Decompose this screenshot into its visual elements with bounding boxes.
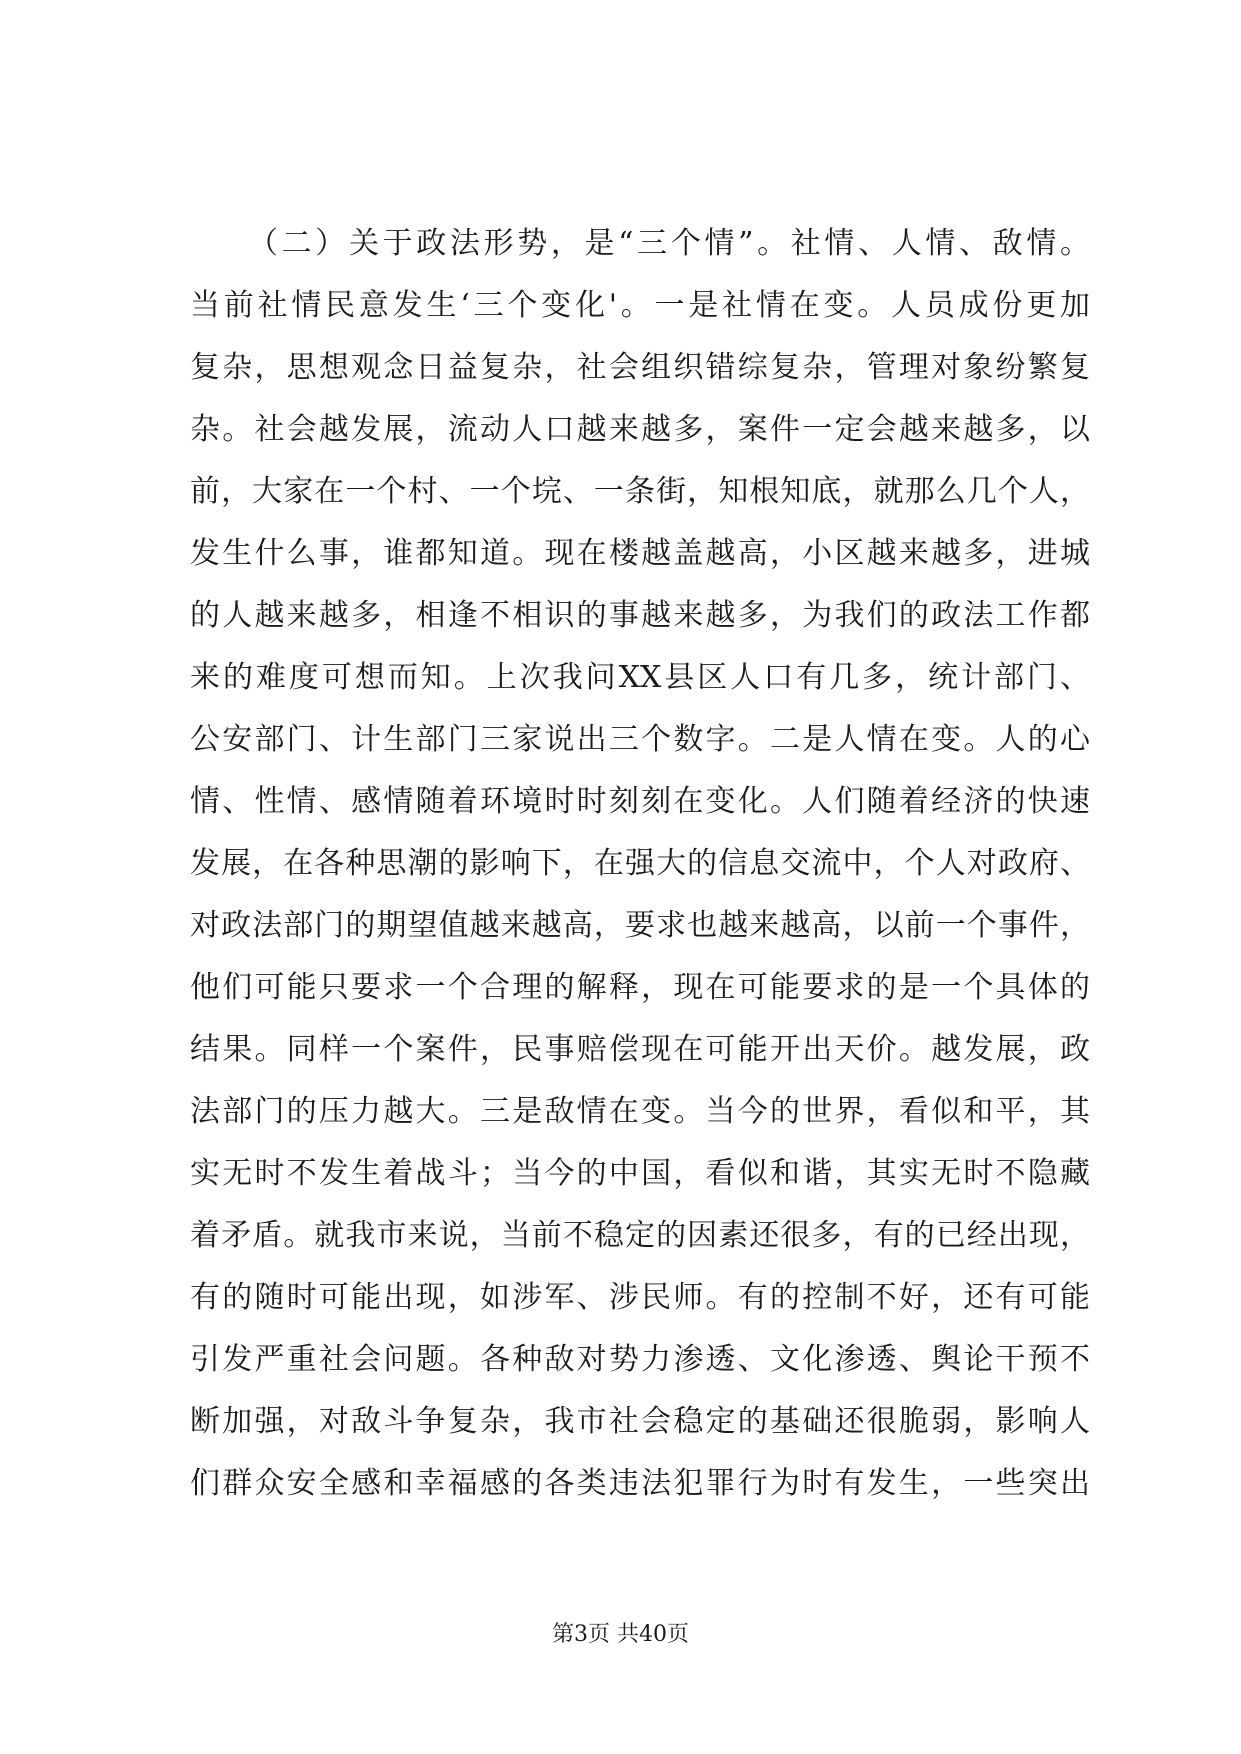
text-line: 他们可能只要求一个合理的解释，现在可能要求的是一个具体的 [190, 970, 1090, 1005]
text-line: 前，大家在一个村、一个垸、一条街，知根知底，就那么几个人， [190, 474, 1090, 509]
text-line: 当前社情民意发生‘三个变化'。一是社情在变。人员成份更加 [190, 288, 1090, 323]
text-line: 断加强，对敌斗争复杂，我市社会稳定的基础还很脆弱，影响人 [190, 1404, 1090, 1439]
text-line: 法部门的压力越大。三是敌情在变。当今的世界，看似和平，其 [190, 1094, 1090, 1129]
text-line: 们群众安全感和幸福感的各类违法犯罪行为时有发生，一些突出 [190, 1466, 1090, 1501]
text-line: 公安部门、计生部门三家说出三个数字。二是人情在变。人的心 [190, 722, 1090, 757]
text-line: 的人越来越多，相逢不相识的事越来越多，为我们的政法工作都 [190, 598, 1090, 633]
text-line: 有的随时可能出现，如涉军、涉民师。有的控制不好，还有可能 [190, 1280, 1090, 1315]
text-line: 结果。同样一个案件，民事赔偿现在可能开出天价。越发展，政 [190, 1032, 1090, 1067]
text-line: （二）关于政法形势，是“三个情”。社情、人情、敌情。 [248, 226, 1090, 261]
text-line: 引发严重社会问题。各种敌对势力渗透、文化渗透、舆论干预不 [190, 1342, 1090, 1377]
text-line: 发展，在各种思潮的影响下，在强大的信息交流中，个人对政府、 [190, 846, 1090, 881]
body-paragraph [190, 213, 1090, 1515]
text-line: 实无时不发生着战斗；当今的中国，看似和谐，其实无时不隐藏 [190, 1156, 1090, 1191]
text-line: 来的难度可想而知。上次我问XX县区人口有几多，统计部门、 [190, 660, 1090, 695]
page-footer: 第3页 共40页 [552, 1622, 689, 1647]
text-line: 对政法部门的期望值越来越高，要求也越来越高，以前一个事件， [190, 908, 1090, 943]
text-line: 情、性情、感情随着环境时时刻刻在变化。人们随着经济的快速 [190, 784, 1090, 819]
text-line: 着矛盾。就我市来说，当前不稳定的因素还很多，有的已经出现， [190, 1218, 1090, 1253]
text-line: 发生什么事，谁都知道。现在楼越盖越高，小区越来越多，进城 [190, 536, 1090, 571]
text-line: 杂。社会越发展，流动人口越来越多，案件一定会越来越多，以 [190, 412, 1090, 447]
text-line: 复杂，思想观念日益复杂，社会组织错综复杂，管理对象纷繁复 [190, 350, 1090, 385]
